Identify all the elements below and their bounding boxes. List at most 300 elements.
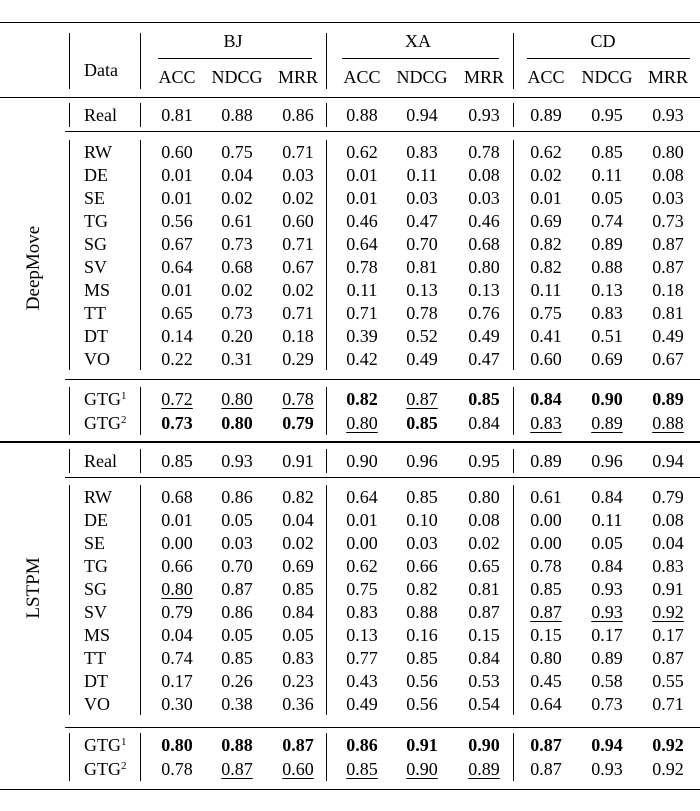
baseline-row-sv-cell: 0.83	[346, 602, 378, 622]
real-row-cell: 0.96	[406, 451, 438, 471]
gtg-row-2-cell: 0.85	[406, 413, 438, 433]
baseline-row-sg-cell: 0.82	[406, 579, 438, 599]
baseline-row-se-cell: 0.03	[468, 188, 500, 208]
baseline-row-tg-cell: 0.83	[652, 556, 684, 576]
baseline-row-vo-label	[84, 349, 110, 369]
baseline-row-rw-cell: 0.80	[468, 487, 500, 507]
baseline-row-de-cell: 0.05	[221, 510, 253, 530]
gtg-row-2-cell: 0.85	[346, 759, 378, 779]
base-0-sep-2	[513, 140, 514, 370]
baseline-row-tt-cell: 0.80	[530, 648, 562, 668]
baseline-row-ms-cell: 0.11	[530, 280, 562, 300]
baseline-row-sg-cell: 0.87	[652, 234, 684, 254]
real-rule-1	[65, 131, 700, 132]
baseline-row-tt-cell: 0.84	[468, 648, 500, 668]
real-row-cell: 0.89	[530, 451, 562, 471]
baseline-row-sg-cell: 0.93	[591, 579, 623, 599]
row-label-text: SE	[84, 533, 106, 553]
baseline-row-sv-cell: 0.88	[406, 602, 438, 622]
baseline-row-tt-cell: 0.78	[406, 303, 438, 323]
baseline-row-dt-cell: 0.17	[161, 671, 193, 691]
row-label-text: DE	[84, 165, 108, 185]
baseline-row-se-label	[84, 533, 105, 553]
baseline-row-vo-cell: 0.38	[221, 694, 253, 714]
baseline-row-se-cell: 0.02	[282, 533, 314, 553]
row-label-text: MS	[84, 625, 111, 645]
real-row-cell: 0.91	[282, 451, 314, 471]
ours-0-sep-2	[513, 387, 514, 435]
baseline-row-tg-cell: 0.47	[406, 211, 438, 231]
real-0-sep-1	[326, 103, 327, 127]
baseline-row-tt-label	[84, 648, 106, 668]
baseline-row-tt-cell: 0.85	[221, 648, 253, 668]
baseline-row-dt-label	[84, 671, 108, 691]
baseline-row-tg-cell: 0.73	[652, 211, 684, 231]
baseline-row-ms-cell: 0.13	[591, 280, 623, 300]
baseline-row-tg-cell: 0.74	[591, 211, 623, 231]
baseline-row-sg-cell: 0.82	[530, 234, 562, 254]
row-label-text: RW	[84, 142, 113, 162]
baseline-row-sv-cell: 0.81	[406, 257, 438, 277]
ours-rule-1	[65, 379, 700, 380]
metric-header: MRR	[277, 67, 319, 87]
row-label-superscript: 1	[121, 390, 127, 402]
baseline-row-se-cell: 0.00	[530, 533, 562, 553]
baseline-row-sg-cell: 0.70	[406, 234, 438, 254]
baseline-row-de-cell: 0.01	[346, 165, 378, 185]
baseline-row-ms-cell: 0.01	[161, 280, 193, 300]
baseline-row-de-cell: 0.10	[406, 510, 438, 530]
baseline-row-ms-label	[84, 625, 110, 645]
baseline-row-rw-cell: 0.62	[530, 142, 562, 162]
base-0-sep-1	[326, 140, 327, 370]
row-label-text: GTG	[84, 735, 121, 755]
gtg-row-2-cell: 0.78	[161, 759, 193, 779]
gtg-row-2-cell: 0.92	[652, 759, 684, 779]
ours-1-sep-1	[326, 733, 327, 781]
gtg-row-2-cell: 0.89	[468, 759, 500, 779]
baseline-row-sv-cell: 0.67	[282, 257, 314, 277]
gtg-row-1-cell: 0.85	[468, 389, 500, 409]
baseline-row-sg-cell: 0.73	[221, 234, 253, 254]
real-row-cell: 0.93	[221, 451, 253, 471]
baseline-row-vo-cell: 0.60	[530, 349, 562, 369]
baseline-row-vo-cell: 0.22	[161, 349, 193, 369]
baseline-row-dt-cell: 0.55	[652, 671, 684, 691]
baseline-row-ms-cell: 0.15	[530, 625, 562, 645]
baseline-row-tg-cell: 0.62	[346, 556, 378, 576]
baseline-row-tt-cell: 0.83	[282, 648, 314, 668]
baseline-row-se-cell: 0.02	[468, 533, 500, 553]
group-label-deepmove: DeepMove	[23, 225, 44, 311]
baseline-row-tt-cell: 0.65	[161, 303, 193, 323]
gtg-row-1-cell: 0.94	[591, 735, 623, 755]
gtg-row-1-cell: 0.90	[591, 389, 623, 409]
baseline-row-vo-cell: 0.69	[591, 349, 623, 369]
baseline-row-ms-cell: 0.16	[406, 625, 438, 645]
baseline-row-tg-cell: 0.78	[530, 556, 562, 576]
gtg-row-1-cell: 0.89	[652, 389, 684, 409]
baseline-row-ms-cell: 0.13	[406, 280, 438, 300]
row-label-text: GTG	[84, 389, 121, 409]
baseline-row-se-cell: 0.01	[346, 188, 378, 208]
baseline-row-rw-cell: 0.85	[406, 487, 438, 507]
baseline-row-de-cell: 0.01	[161, 165, 193, 185]
baseline-row-vo-cell: 0.71	[652, 694, 684, 714]
real-row-cell: 0.93	[652, 105, 684, 125]
baseline-row-tt-cell: 0.76	[468, 303, 500, 323]
baseline-row-se-cell: 0.02	[221, 188, 253, 208]
baseline-row-de-cell: 0.11	[591, 165, 623, 185]
gtg-row-2-cell: 0.87	[530, 759, 562, 779]
real-row-cell: 0.94	[406, 105, 438, 125]
baseline-row-vo-cell: 0.30	[161, 694, 193, 714]
baseline-row-rw-cell: 0.85	[591, 142, 623, 162]
baseline-row-sv-cell: 0.68	[221, 257, 253, 277]
baseline-row-sv-cell: 0.92	[652, 602, 684, 622]
metric-header: NDCG	[211, 67, 263, 87]
baseline-row-vo-cell: 0.47	[468, 349, 500, 369]
baseline-row-dt-label	[84, 326, 108, 346]
baseline-row-rw-cell: 0.62	[346, 142, 378, 162]
baseline-row-dt-cell: 0.51	[591, 326, 623, 346]
baseline-row-dt-cell: 0.56	[406, 671, 438, 691]
ours-1-sep-0	[140, 733, 141, 781]
ours-0-sep-0	[140, 387, 141, 435]
baseline-row-dt-cell: 0.53	[468, 671, 500, 691]
dataset-cmidrule-0	[158, 58, 312, 59]
baseline-row-tt-cell: 0.77	[346, 648, 378, 668]
baseline-row-se-cell: 0.01	[530, 188, 562, 208]
gtg-row-2-cell: 0.84	[468, 413, 500, 433]
row-label-text: Real	[84, 451, 117, 471]
baseline-row-ms-cell: 0.13	[346, 625, 378, 645]
baseline-row-de-cell: 0.08	[652, 510, 684, 530]
ours-0-sep-1	[326, 387, 327, 435]
row-label-text: VO	[84, 694, 110, 714]
dataset-cmidrule-1	[342, 58, 499, 59]
baseline-row-dt-cell: 0.49	[468, 326, 500, 346]
baseline-row-tt-cell: 0.81	[652, 303, 684, 323]
baseline-row-rw-cell: 0.84	[591, 487, 623, 507]
baseline-row-ms-cell: 0.05	[221, 625, 253, 645]
baseline-row-sv-cell: 0.87	[468, 602, 500, 622]
real-row-label	[84, 105, 117, 125]
baseline-row-ms-cell: 0.05	[282, 625, 314, 645]
gtg-row-2-cell: 0.60	[282, 759, 314, 779]
baseline-row-rw-cell: 0.83	[406, 142, 438, 162]
gtg-row-1-cell: 0.84	[530, 389, 562, 409]
baseline-row-sg-cell: 0.64	[346, 234, 378, 254]
baseline-row-rw-cell: 0.86	[221, 487, 253, 507]
baseline-row-sv-cell: 0.93	[591, 602, 623, 622]
baseline-row-vo-cell: 0.56	[406, 694, 438, 714]
baseline-row-sg-cell: 0.91	[652, 579, 684, 599]
row-label-text: TG	[84, 556, 108, 576]
real-1-sep-0	[140, 449, 141, 473]
gtg-row-2-label	[84, 759, 127, 782]
gtg-row-2-cell: 0.80	[221, 413, 253, 433]
ours-1-sep-label	[69, 733, 70, 781]
baseline-row-sg-cell: 0.87	[221, 579, 253, 599]
baseline-row-tg-cell: 0.46	[346, 211, 378, 231]
baseline-row-sg-cell: 0.71	[282, 234, 314, 254]
gtg-row-1-label	[84, 389, 127, 412]
baseline-row-sv-cell: 0.87	[652, 257, 684, 277]
baseline-row-rw-cell: 0.60	[161, 142, 193, 162]
ours-0-sep-label	[69, 387, 70, 435]
baseline-row-rw-cell: 0.71	[282, 142, 314, 162]
baseline-row-se-cell: 0.05	[591, 188, 623, 208]
real-row-cell: 0.88	[221, 105, 253, 125]
baseline-row-rw-cell: 0.82	[282, 487, 314, 507]
header-sep-label	[69, 33, 70, 89]
baseline-row-se-cell: 0.02	[282, 188, 314, 208]
baseline-row-ms-cell: 0.17	[652, 625, 684, 645]
baseline-row-se-cell: 0.03	[406, 188, 438, 208]
baseline-row-dt-cell: 0.41	[530, 326, 562, 346]
row-label-text: RW	[84, 487, 113, 507]
baseline-row-sv-cell: 0.86	[221, 602, 253, 622]
dataset-header-cd: CD	[590, 31, 616, 51]
real-row-cell: 0.90	[346, 451, 378, 471]
baseline-row-ms-cell: 0.02	[282, 280, 314, 300]
baseline-row-de-cell: 0.11	[406, 165, 438, 185]
real-row-cell: 0.85	[161, 451, 193, 471]
baseline-row-se-cell: 0.03	[406, 533, 438, 553]
real-row-cell: 0.86	[282, 105, 314, 125]
gtg-row-2-cell: 0.88	[652, 413, 684, 433]
row-label-text: GTG	[84, 759, 121, 779]
baseline-row-de-cell: 0.08	[652, 165, 684, 185]
baseline-row-tt-cell: 0.85	[406, 648, 438, 668]
baseline-row-de-cell: 0.08	[468, 165, 500, 185]
gtg-row-1-label	[84, 735, 127, 758]
baseline-row-tg-cell: 0.69	[282, 556, 314, 576]
baseline-row-rw-label	[84, 142, 112, 162]
baseline-row-sg-cell: 0.81	[468, 579, 500, 599]
gtg-row-1-cell: 0.78	[282, 389, 314, 409]
row-label-superscript: 2	[121, 760, 127, 772]
row-label-text: TG	[84, 211, 108, 231]
baseline-row-ms-cell: 0.13	[468, 280, 500, 300]
baseline-row-tg-cell: 0.56	[161, 211, 193, 231]
baseline-row-tg-cell: 0.61	[221, 211, 253, 231]
real-row-cell: 0.95	[591, 105, 623, 125]
baseline-row-sg-cell: 0.67	[161, 234, 193, 254]
metric-header: ACC	[158, 67, 196, 87]
header-sep-1	[326, 33, 327, 89]
baseline-row-de-label	[84, 510, 108, 530]
baseline-row-tt-cell: 0.89	[591, 648, 623, 668]
baseline-row-rw-cell: 0.79	[652, 487, 684, 507]
baseline-row-sg-cell: 0.85	[530, 579, 562, 599]
real-1-sep-label	[69, 449, 70, 473]
real-row-cell: 0.94	[652, 451, 684, 471]
row-label-text: SV	[84, 602, 108, 622]
baseline-row-tt-cell: 0.73	[221, 303, 253, 323]
gtg-row-1-cell: 0.82	[346, 389, 378, 409]
row-label-text: SG	[84, 579, 108, 599]
gtg-row-2-cell: 0.73	[161, 413, 193, 433]
baseline-row-se-cell: 0.05	[591, 533, 623, 553]
baseline-row-rw-cell: 0.80	[652, 142, 684, 162]
baseline-row-se-label	[84, 188, 105, 208]
baseline-row-tg-cell: 0.66	[161, 556, 193, 576]
base-1-sep-label	[69, 485, 70, 715]
gtg-row-1-cell: 0.87	[282, 735, 314, 755]
real-rule-2	[65, 477, 700, 478]
baseline-row-de-cell: 0.04	[282, 510, 314, 530]
baseline-row-vo-cell: 0.54	[468, 694, 500, 714]
metric-header: MRR	[463, 67, 505, 87]
baseline-row-tg-cell: 0.60	[282, 211, 314, 231]
gtg-row-1-cell: 0.92	[652, 735, 684, 755]
baseline-row-tt-cell: 0.75	[530, 303, 562, 323]
gtg-row-1-cell: 0.87	[530, 735, 562, 755]
baseline-row-de-cell: 0.08	[468, 510, 500, 530]
baseline-row-vo-cell: 0.42	[346, 349, 378, 369]
gtg-row-1-cell: 0.86	[346, 735, 378, 755]
baseline-row-vo-label	[84, 694, 110, 714]
base-0-sep-label	[69, 140, 70, 370]
metric-header: ACC	[343, 67, 381, 87]
baseline-row-sg-cell: 0.80	[161, 579, 193, 599]
baseline-row-vo-cell: 0.64	[530, 694, 562, 714]
baseline-row-tg-label	[84, 556, 108, 576]
real-row-cell: 0.95	[468, 451, 500, 471]
baseline-row-tt-cell: 0.74	[161, 648, 193, 668]
baseline-row-sv-cell: 0.82	[530, 257, 562, 277]
baseline-row-dt-cell: 0.49	[652, 326, 684, 346]
baseline-row-tt-label	[84, 303, 106, 323]
baseline-row-sv-label	[84, 257, 107, 277]
data-column-header: Data	[84, 60, 118, 80]
baseline-row-tg-cell: 0.84	[591, 556, 623, 576]
baseline-row-sg-cell: 0.75	[346, 579, 378, 599]
gtg-row-2-label	[84, 413, 127, 436]
row-label-superscript: 1	[121, 736, 127, 748]
real-1-sep-1	[326, 449, 327, 473]
dataset-cmidrule-2	[527, 58, 690, 59]
row-label-text: SG	[84, 234, 108, 254]
baseline-row-dt-cell: 0.52	[406, 326, 438, 346]
baseline-row-dt-cell: 0.45	[530, 671, 562, 691]
baseline-row-dt-cell: 0.26	[221, 671, 253, 691]
baseline-row-rw-cell: 0.78	[468, 142, 500, 162]
real-0-sep-0	[140, 103, 141, 127]
baseline-row-tg-cell: 0.65	[468, 556, 500, 576]
base-1-sep-0	[140, 485, 141, 715]
gtg-row-1-cell: 0.91	[406, 735, 438, 755]
baseline-row-tg-label	[84, 211, 108, 231]
baseline-row-ms-cell: 0.18	[652, 280, 684, 300]
gtg-row-2-cell: 0.93	[591, 759, 623, 779]
real-0-sep-label	[69, 103, 70, 127]
gtg-row-1-cell: 0.80	[221, 389, 253, 409]
group-label-lstpm: LSTPM	[23, 557, 44, 619]
header-sep-0	[140, 33, 141, 89]
ours-rule-2	[65, 727, 700, 728]
baseline-row-sv-cell: 0.79	[161, 602, 193, 622]
baseline-row-tg-cell: 0.70	[221, 556, 253, 576]
row-label-text: TT	[84, 648, 106, 668]
row-label-text: GTG	[84, 413, 121, 433]
real-row-cell: 0.93	[468, 105, 500, 125]
dataset-header-xa: XA	[405, 31, 431, 51]
baseline-row-dt-cell: 0.43	[346, 671, 378, 691]
baseline-row-ms-cell: 0.04	[161, 625, 193, 645]
real-row-cell: 0.96	[591, 451, 623, 471]
baseline-row-ms-cell: 0.17	[591, 625, 623, 645]
baseline-row-vo-cell: 0.49	[346, 694, 378, 714]
baseline-row-ms-cell: 0.02	[221, 280, 253, 300]
real-0-sep-2	[513, 103, 514, 127]
baseline-row-tg-cell: 0.66	[406, 556, 438, 576]
baseline-row-tt-cell: 0.83	[591, 303, 623, 323]
baseline-row-de-cell: 0.11	[591, 510, 623, 530]
row-label-text: MS	[84, 280, 111, 300]
baseline-row-sg-cell: 0.89	[591, 234, 623, 254]
baseline-row-de-cell: 0.01	[346, 510, 378, 530]
baseline-row-sv-cell: 0.78	[346, 257, 378, 277]
gtg-row-2-cell: 0.89	[591, 413, 623, 433]
baseline-row-sv-cell: 0.80	[468, 257, 500, 277]
baseline-row-de-cell: 0.04	[221, 165, 253, 185]
baseline-row-sv-label	[84, 602, 107, 622]
baseline-row-rw-cell: 0.61	[530, 487, 562, 507]
baseline-row-sv-cell: 0.87	[530, 602, 562, 622]
bottom-rule	[0, 789, 700, 790]
baseline-row-dt-cell: 0.14	[161, 326, 193, 346]
baseline-row-rw-cell: 0.64	[346, 487, 378, 507]
baseline-row-tg-cell: 0.46	[468, 211, 500, 231]
baseline-row-ms-cell: 0.11	[346, 280, 378, 300]
base-1-sep-2	[513, 485, 514, 715]
metric-header: ACC	[527, 67, 565, 87]
baseline-row-dt-cell: 0.18	[282, 326, 314, 346]
baseline-row-de-cell: 0.01	[161, 510, 193, 530]
baseline-row-sg-label	[84, 579, 107, 599]
baseline-row-dt-cell: 0.58	[591, 671, 623, 691]
group-rule	[0, 441, 700, 443]
metric-header: MRR	[647, 67, 689, 87]
baseline-row-rw-cell: 0.75	[221, 142, 253, 162]
baseline-row-sv-cell: 0.88	[591, 257, 623, 277]
row-label-text: SV	[84, 257, 108, 277]
gtg-row-1-cell: 0.80	[161, 735, 193, 755]
row-label-text: DT	[84, 326, 108, 346]
real-1-sep-2	[513, 449, 514, 473]
metric-header: NDCG	[581, 67, 633, 87]
baseline-row-vo-cell: 0.49	[406, 349, 438, 369]
baseline-row-sv-cell: 0.84	[282, 602, 314, 622]
gtg-row-1-cell: 0.88	[221, 735, 253, 755]
gtg-row-2-cell: 0.90	[406, 759, 438, 779]
baseline-row-vo-cell: 0.73	[591, 694, 623, 714]
baseline-row-tt-cell: 0.87	[652, 648, 684, 668]
header-rule	[0, 97, 700, 98]
baseline-row-de-cell: 0.00	[530, 510, 562, 530]
base-0-sep-0	[140, 140, 141, 370]
real-row-cell: 0.81	[161, 105, 193, 125]
ours-1-sep-2	[513, 733, 514, 781]
baseline-row-se-cell: 0.01	[161, 188, 193, 208]
baseline-row-sg-cell: 0.68	[468, 234, 500, 254]
baseline-row-sg-cell: 0.85	[282, 579, 314, 599]
baseline-row-ms-label	[84, 280, 110, 300]
dataset-header-bj: BJ	[223, 31, 243, 51]
